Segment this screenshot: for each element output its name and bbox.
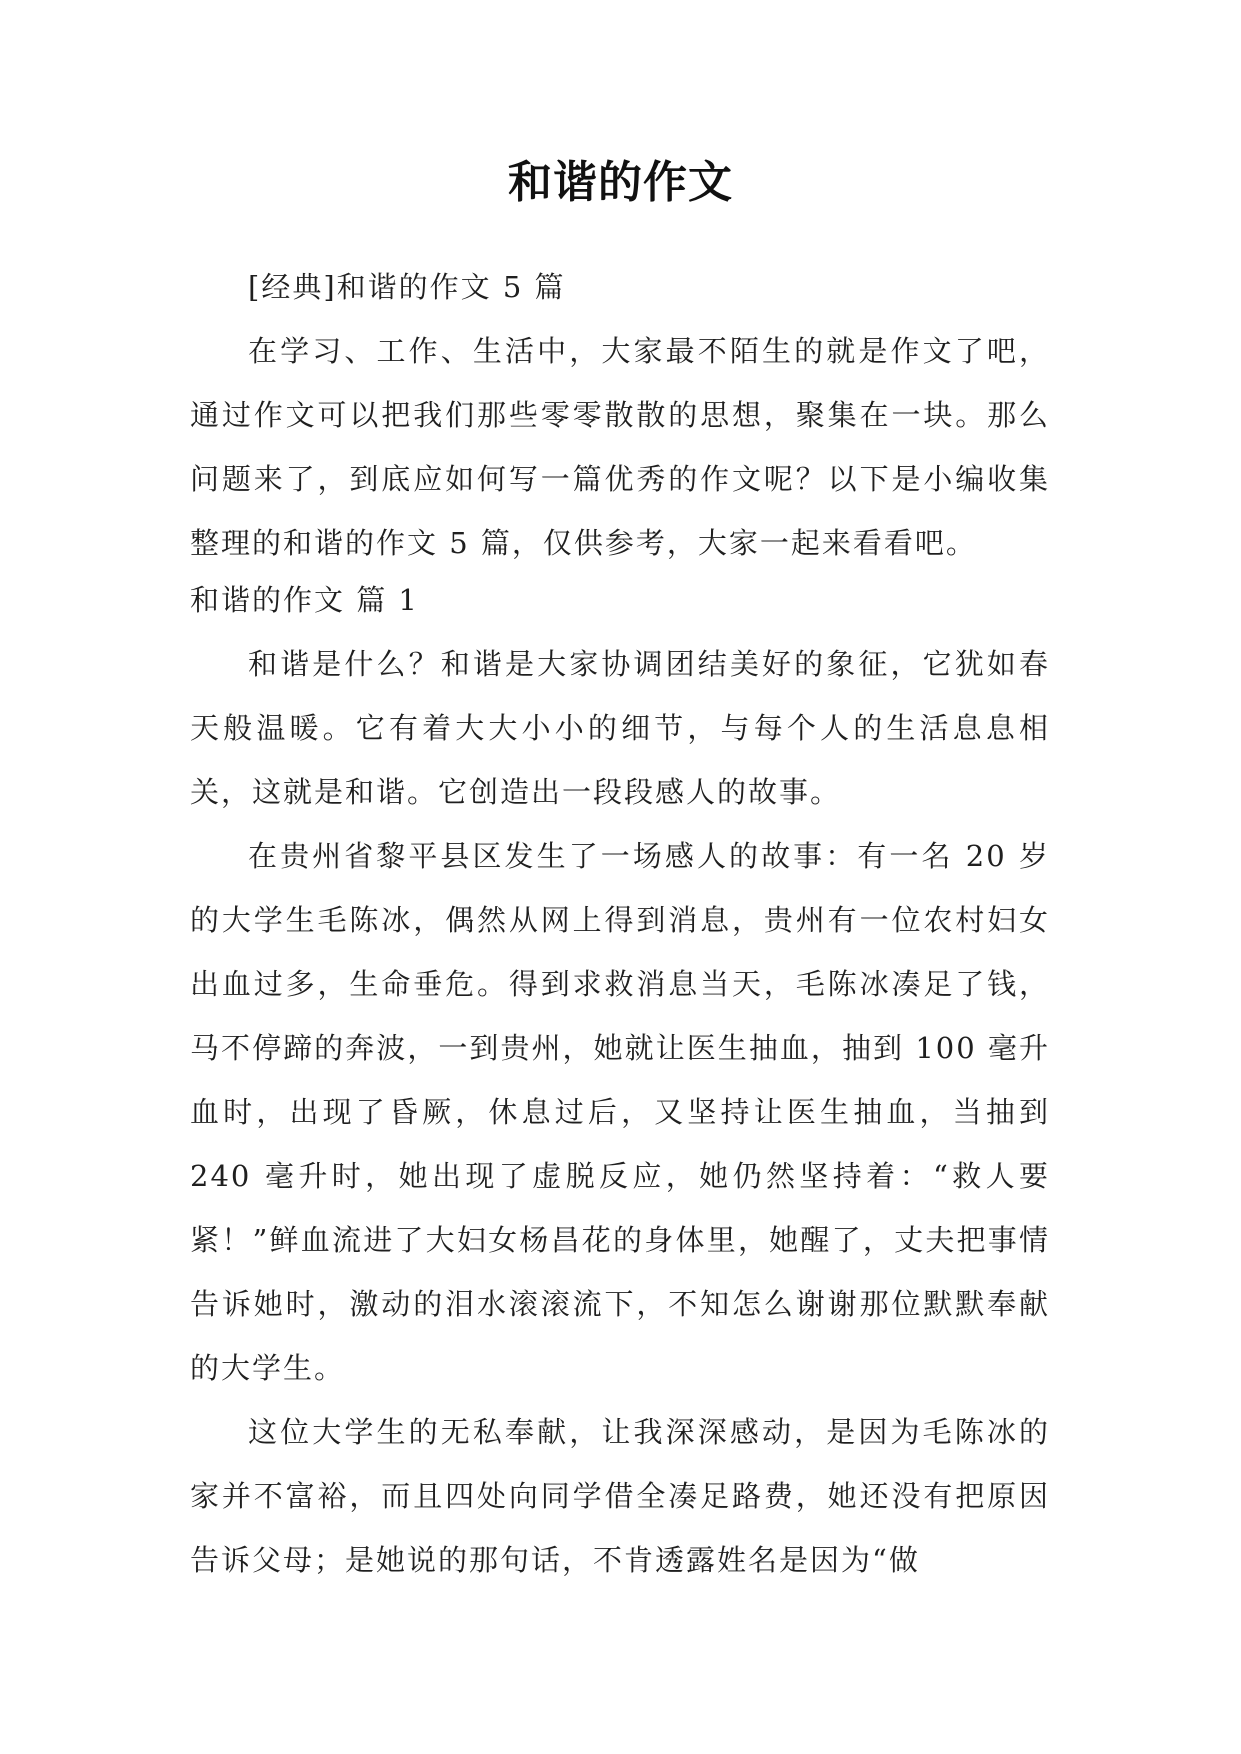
body-paragraph-2: 在贵州省黎平县区发生了一场感人的故事：有一名 20 岁的大学生毛陈冰，偶然从网上得到消息，贵州有一位农村妇女出血过多，生命垂危。得到求救消息当天，毛陈冰凑足了钱，马不停蹄的奔波，一到贵州，她就让医生抽血，抽到 100 毫升血时，出现了昏厥，休息过后，又坚持让医生抽血，当抽到 240 毫升时，她出现了虚脱反应，她仍然坚持着：“救人要紧！”鲜血流进了大妇女杨昌花的身体里，她醒了，丈夫把事情告诉她时，激动的泪水滚滚流下，不知怎么谢谢那位默默奉献的大学生。: [190, 839, 1050, 1385]
body-paragraph-3: 这位大学生的无私奉献，让我深深感动，是因为毛陈冰的家并不富裕，而且四处向同学借全凑足路费，她还没有把原因告诉父母；是她说的那句话，不肯透露姓名是因为“做: [190, 1415, 1050, 1577]
section-1: [190, 568, 1050, 1592]
section-heading: 和谐的作文 篇 1: [190, 583, 419, 617]
intro-label: [经典]和谐的作文 5 篇: [248, 270, 566, 304]
intro-section: [190, 255, 1050, 575]
document-title: 和谐的作文: [508, 157, 733, 208]
body-paragraph-1: 和谐是什么？和谐是大家协调团结美好的象征，它犹如春天般温暖。它有着大大小小的细节，与每个人的生活息息相关，这就是和谐。它创造出一段段感人的故事。: [190, 647, 1050, 809]
intro-paragraph: 在学习、工作、生活中，大家最不陌生的就是作文了吧，通过作文可以把我们那些零零散散的思想，聚集在一块。那么问题来了，到底应如何写一篇优秀的作文呢？以下是小编收集整理的和谐的作文 5 篇，仅供参考，大家一起来看看吧。: [190, 334, 1050, 560]
